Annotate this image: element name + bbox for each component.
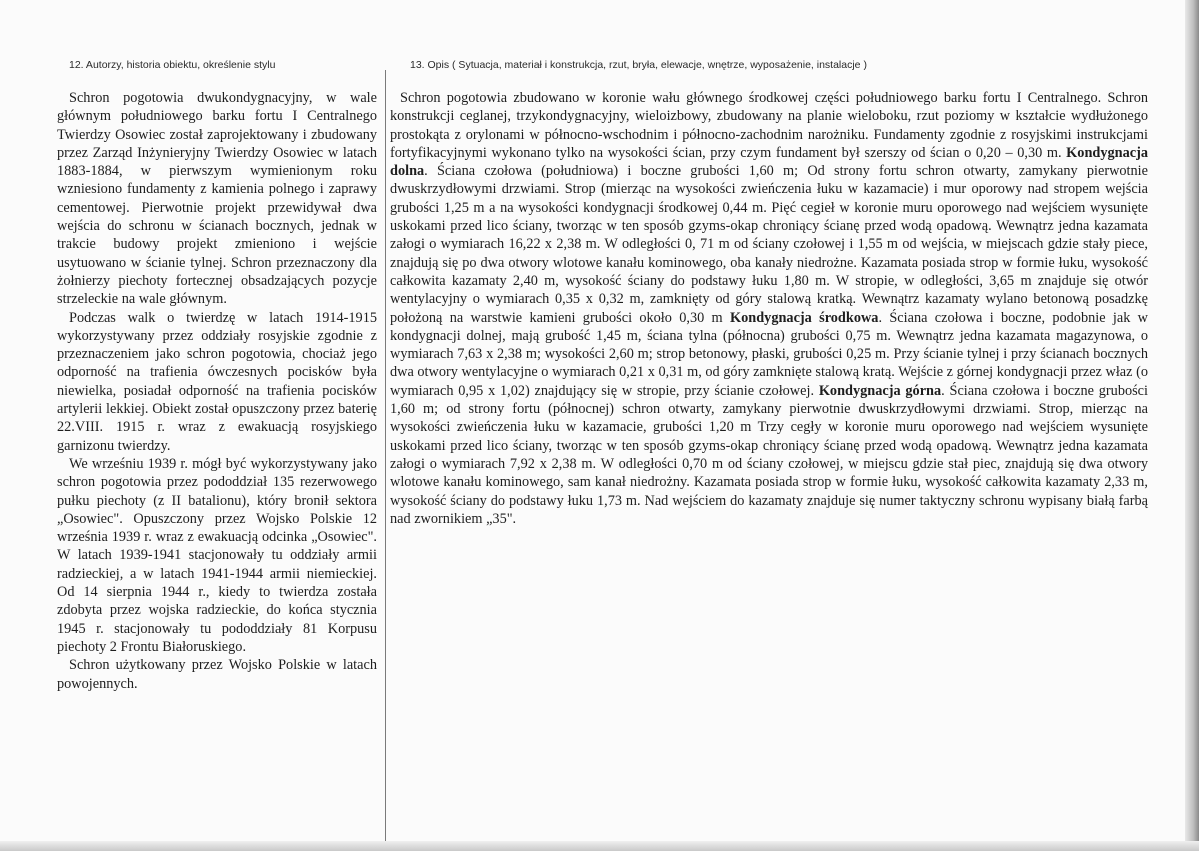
history-paragraph-3: We wrześniu 1939 r. mógł być wykorzystywany jako schron pogotowia przez pododdział 135 rezerwowego pułku piechoty (z II batalionu), który bronił sektora „Osowiec". Opuszczony przez Wojsko Polskie 12 września 1939 r. wraz z ewakuacją odcinka „Osowiec". W latach 1939-1941 stacjonowały tu oddziały armii radzieckiej, a w latach 1941-1944 armii niemieckiej. Od 14 sierpnia 1944 r., kiedy to twierdza została zdobyta przez wojska radzieckie, do końca stycznia 1945 r. stacjonowały tu pododdziały 81 Korpusu piechoty 2 Frontu Białoruskiego.: [57, 455, 377, 655]
description-text-1: Schron pogotowia zbudowano w koronie wału głównego środkowej części południowego barku fortu I Centralnego. Schron konstrukcji ceglanej, trzykondygnacyjny, wieloizbowy, zbudowany na planie wieloboku, rzut poziomy w kształcie wydłużonego prostokąta z orylonami w północno-wschodnim i północno-zachodnim narożniku. Fundamenty zgodnie z rosyjskimi instrukcjami fortyfikacyjnymi wykonano tylko na wysokości ścian, przy czym fundament był szerszy od ścian o 0,20 – 0,30 m.: [390, 90, 1148, 161]
upper-level-heading: Kondygnacja górna: [818, 382, 942, 399]
lower-level-heading: Kondygnacja dolna: [390, 144, 1148, 180]
description-text-2: . Ściana czołowa (południowa) i boczne grubości 1,60 m; Od strony fortu schron otwarty, zamykany pierwotnie dwuskrzydłowymi drzwiami. Strop (mierząc na wysokości zwieńczenia łuku w kazamacie) i mur oporowy nad stropem wejścia grubości 1,25 m a na wysokości kondygnacji środkowej 0,44 m. Pięć cegieł w koronie muru oporowego nad wejściem wysunięte uskokami przed lico ściany, tworząc w ten sposób gzyms-okap chroniący ścianę przed wodą opadową. Wewnątrz jedna kazamata załogi o wymiarach 16,22 x 2,38 m. W odległości 0, 71 m od ściany czołowej i 1,55 m od wejścia, w miejscach gdzie stały piece, znajdują się po dwa otwory wlotowe kanału kominowego, oba kanały niedrożne. Kazamata posiada strop w formie łuku, wysokość całkowita kazamaty 2,40 m, wysokość ściany do podstawy łuku 1,80 m. W stropie, w odległości, 3,65 m znajduje się otwór wentylacyjny o wymiarach 0,35 x 0,32 m, zamknięty od góry stalową kratką. Wewnątrz kazamaty wylano betonową posadzkę położoną na warstwie kamieni grubości około 0,30 m: [390, 163, 1148, 326]
history-paragraph-1: Schron pogotowia dwukondygnacyjny, w wale głównym południowego barku fortu I Centralnego Twierdzy Osowiec został zaprojektowany i zbudowany przez Zarząd Inżynieryjny Twierdzy Osowiec w latach 1883-1884, w pierwszym wymienionym roku wzniesiono fundamenty z kamienia polnego i zaprawy cementowej. Pierwotnie projekt przewidywał dwa wejścia do schronu w ścianach bocznych, jednak w trakcie budowy projekt zmieniono i wejście usytuowano w ścianie tylnej. Schron przeznaczony dla żołnierzy piechoty fortecznej obsadzających pozycje strzeleckie na wale głównym.: [57, 90, 377, 308]
description-paragraph: [390, 89, 1148, 528]
scan-edge-bottom: [0, 841, 1199, 851]
section-13-heading: 13. Opis ( Sytuacja, materiał i konstrukcja, rzut, bryła, elewacje, wnętrze, wyposażenie, instalacje ): [410, 59, 867, 71]
section-12-heading: 12. Autorzy, historia obiektu, określenie stylu: [69, 59, 276, 71]
column-divider: [385, 70, 386, 851]
history-paragraph-2: Podczas walk o twierdzę w latach 1914-1915 wykorzystywany przez oddziały rosyjskie zgodnie z przeznaczeniem jako schron pogotowia, chociaż jego odporność na trafienia ówczesnych pocisków była niewielka, posiadał odporność na trafienia pocisków artylerii lekkiej. Obiekt został opuszczony przez baterię 22.VIII. 1915 r. wraz z ewakuacją rosyjskiego garnizonu twierdzy.: [57, 309, 377, 454]
description-column: [390, 89, 1148, 528]
description-text-3: . Ściana czołowa i boczne, podobnie jak w kondygnacji dolnej, mają grubość 1,45 m, ściana tylna (północna) grubości 0,75 m. Wewnątrz jedna kazamata magazynowa, o wymiarach 7,63 x 2,38 m; wysokości 2,60 m; strop betonowy, płaski, grubości 0,25 m. Przy ścianie tylnej i przy ścianach bocznych dwa otwory wentylacyjne o wymiarach 0,21 x 0,31 m, od góry zamknięte stalową kratą. Wejście z górnej kondygnacji przez właz (o wymiarach 0,95 x 1,02) znajdujący się w stropie, przy ścianie czołowej.: [390, 309, 1148, 399]
middle-level-heading: Kondygnacja środkowa: [730, 309, 879, 326]
scan-edge-right: [1185, 0, 1199, 851]
description-text-4: . Ściana czołowa i boczne grubości 1,60 m; od strony fortu (północnej) schron otwarty, zamykany pierwotnie dwuskrzydłowymi drzwiami. Strop, mierząc na wysokości zwieńczenia łuku w kazamacie, grubości 1,20 m Trzy cegły w koronie muru oporowego nad wejściem wysunięte uskokami przed lico ściany, tworząc w ten sposób gzyms-okap chroniący ścianę przed wodą opadową. Wewnątrz jedna kazamata załogi o wymiarach 7,92 x 2,38 m. W odległości 0,70 m od ściany czołowej, w miejscu gdzie stał piec, znajdują się dwa otwory wlotowe kanału kominowego, sam kanał niedrożny. Kazamata posiada strop w formie łuku, wysokość całkowita kazamaty 2,33 m, wysokość ściany do podstawy łuku 1,73 m. Nad wejściem do kazamaty znajduje się numer taktyczny schronu wypisany białą farbą nad zwornikiem „35".: [390, 382, 1149, 527]
history-paragraph-4: Schron użytkowany przez Wojsko Polskie w latach powojennych.: [57, 657, 377, 692]
history-column: [57, 89, 377, 693]
